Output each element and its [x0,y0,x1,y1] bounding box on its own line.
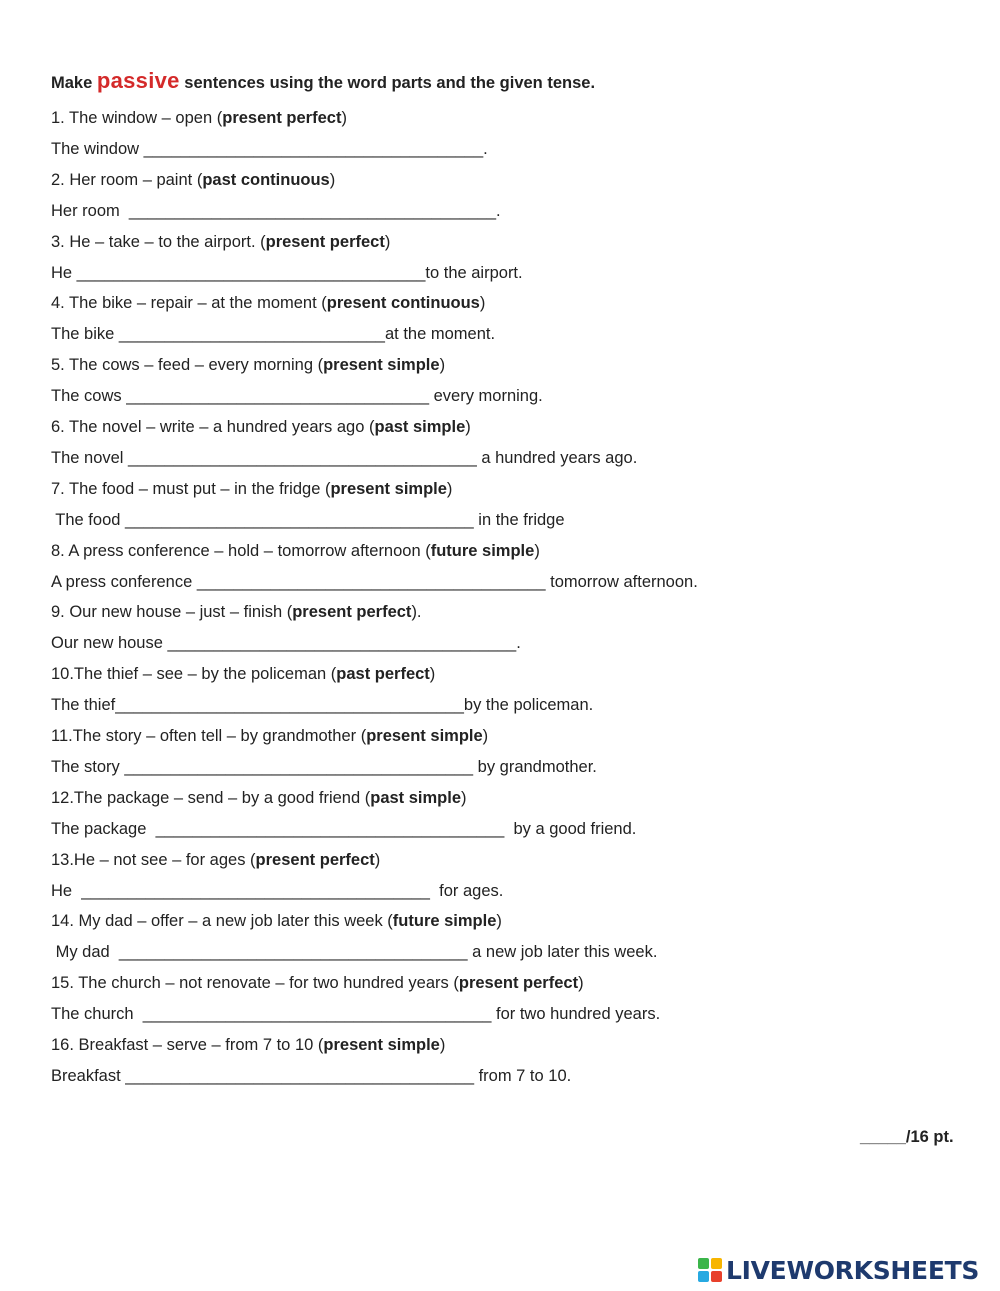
prompt-closing: ) [429,665,436,684]
instructions-prefix: Make [51,74,97,92]
prompt-text: 4. The bike – repair – at the moment ( [51,294,327,313]
prompt-text: 10.The thief – see – by the policeman ( [51,665,337,684]
logo-block-1 [698,1258,709,1269]
prompt-closing: ) [341,109,347,127]
exercise-prompt-16 [51,1035,445,1055]
tense-label: past perfect [336,665,430,684]
prompt-closing: ) [384,232,391,251]
prompt-closing: ) [496,912,502,931]
prompt-text: 2. Her room – paint ( [51,170,203,189]
prompt-text: 11.The story – often tell – by grandmother ( [51,727,367,745]
exercise-prompt-2 [51,170,335,190]
exercise-prompt-14 [51,911,502,931]
answer-line-14[interactable]: My dad ______________________________________ a new job later this week. [51,943,658,962]
liveworksheets-logo [698,1255,979,1285]
answer-line-9[interactable]: Our new house ______________________________________. [51,634,521,653]
tense-label: present simple [366,727,483,745]
answer-line-8[interactable]: A press conference ______________________________________ tomorrow afternoon. [51,572,698,591]
prompt-closing: ) [439,356,446,375]
prompt-text: 3. He – take – to the airport. ( [51,232,266,251]
prompt-closing: ) [465,418,471,436]
tense-label: present perfect [265,232,385,251]
prompt-text: 6. The novel – write – a hundred years ago ( [51,418,375,436]
prompt-closing: ) [482,727,489,745]
logo-block-4 [711,1271,722,1282]
exercise-prompt-1 [51,108,347,128]
tense-label: present continuous [326,294,480,313]
tense-label: future simple [392,912,497,931]
prompt-closing: ) [374,850,381,869]
prompt-closing: ) [479,294,486,313]
tense-label: present simple [323,356,440,375]
prompt-text: 13.He – not see – for ages ( [51,850,256,869]
prompt-closing: ) [439,1036,446,1054]
exercise-prompt-6 [51,417,471,437]
tense-label: past continuous [202,170,330,189]
exercise-prompt-13 [51,850,380,870]
logo-block-3 [698,1271,709,1282]
exercise-prompt-11 [51,726,488,746]
prompt-closing: ) [446,479,453,498]
exercise-prompt-3 [51,232,390,252]
worksheet-instructions [51,68,595,94]
prompt-text: 5. The cows – feed – every morning ( [51,356,324,375]
exercise-prompt-12 [51,788,467,808]
answer-line-7[interactable]: The food ______________________________________ in the fridge [51,510,565,529]
prompt-text: 16. Breakfast – serve – from 7 to 10 ( [51,1036,324,1054]
instructions-suffix: sentences using the word parts and the given tense. [179,74,596,92]
logo-blocks-icon [698,1258,722,1282]
prompt-closing: ) [461,788,467,807]
prompt-text: 9. Our new house – just – finish ( [51,603,293,622]
answer-line-3[interactable]: He ______________________________________to the airport. [51,263,523,282]
prompt-text: 14. My dad – offer – a new job later this week ( [51,912,393,931]
exercise-prompt-15 [51,973,584,993]
tense-label: past simple [374,418,466,436]
tense-label: past simple [370,788,462,807]
prompt-closing: ) [578,974,584,993]
answer-line-12[interactable]: The package ______________________________________ by a good friend. [51,819,637,838]
prompt-text: 7. The food – must put – in the fridge ( [51,479,331,498]
answer-line-10[interactable]: The thief______________________________________by the policeman. [51,696,594,715]
answer-line-4[interactable]: The bike _____________________________at the moment. [51,325,496,344]
exercise-prompt-10 [51,664,435,684]
answer-line-13[interactable]: He ______________________________________ for ages. [51,881,504,900]
tense-label: present perfect [255,850,375,869]
answer-line-1[interactable]: The window _____________________________________. [51,140,488,158]
prompt-text: 8. A press conference – hold – tomorrow afternoon ( [51,541,431,560]
exercise-prompt-5 [51,355,445,375]
prompt-closing: ) [329,170,336,189]
exercise-prompt-4 [51,293,485,313]
score-total: _____/16 pt. [860,1128,954,1146]
tense-label: present simple [330,479,447,498]
prompt-closing: ). [411,603,422,622]
answer-line-2[interactable]: Her room ________________________________________. [51,201,501,220]
logo-block-2 [711,1258,722,1269]
prompt-text: 1. The window – open ( [51,109,223,127]
tense-label: present perfect [458,974,579,993]
exercise-prompt-9 [51,602,422,622]
answer-line-5[interactable]: The cows _________________________________ every morning. [51,387,543,406]
tense-label: future simple [430,541,535,560]
prompt-closing: ) [534,541,540,560]
prompt-text: 15. The church – not renovate – for two hundred years ( [51,974,459,993]
answer-line-6[interactable]: The novel ______________________________________ a hundred years ago. [51,449,638,467]
tense-label: present perfect [292,603,412,622]
logo-text: LIVEWORKSHEETS [726,1255,980,1285]
instructions-highlight: passive [96,68,180,93]
exercise-prompt-8 [51,541,540,561]
answer-line-11[interactable]: The story ______________________________________ by grandmother. [51,758,597,776]
answer-line-15[interactable]: The church ______________________________________ for two hundred years. [51,1005,661,1024]
tense-label: present perfect [222,109,342,127]
answer-line-16[interactable]: Breakfast ______________________________________ from 7 to 10. [51,1067,572,1085]
prompt-text: 12.The package – send – by a good friend ( [51,788,371,807]
exercise-prompt-7 [51,479,452,499]
tense-label: present simple [323,1036,440,1054]
